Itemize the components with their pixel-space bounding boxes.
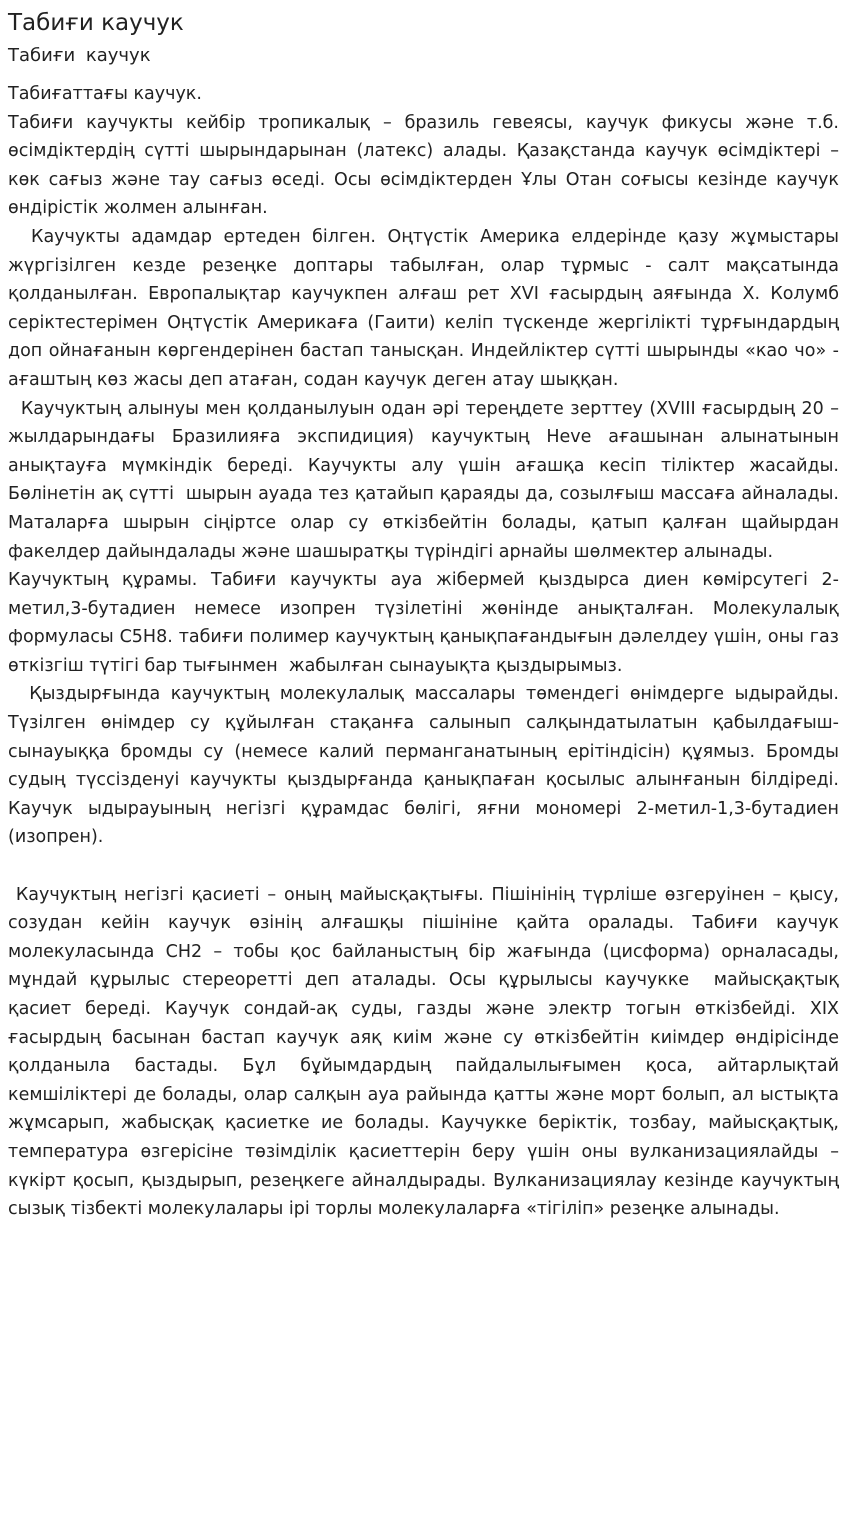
paragraph-sources: Табиғи каучукты кейбір тропикалық – бразиль гевеясы, каучук фикусы және т.б. өсімдіктердің сүтті шырындарынан (латекс) алады. Қазақстанда каучук өсімдіктері – көк сағыз және тау сағыз өседі. Осы өсімдіктерден Ұлы Отан соғысы кезінде каучук өндірістік жолмен алынған. xyxy=(8,112,845,219)
page-subtitle: Табиғи каучук xyxy=(8,45,151,66)
article-body xyxy=(8,80,845,1224)
paragraph-composition: Каучуктың құрамы. Табиғи каучукты ауа жібермей қыздырса диен көмірсутегі 2-метил,3-бутадиен немесе изопрен түзілетіні жөнінде анықталған. Молекулалық формуласы С5Н8. табиғи полимер каучуктың қанықпағандығын дәлелдеу үшін, оны газ өткізгіш түтігі бар тығынмен жабылған сынауықта қыздырымыз. xyxy=(8,570,845,676)
paragraph-history: Каучукты адамдар ертеден білген. Оңтүстік Америка елдерінде қазу жұмыстары жүргізілген кезде резеңке доптары табылған, олар тұрмыс - салт мақсатында қолданылған. Европалықтар каучукпен алғаш рет XVI ғасырдың аяғында Х. Колумб серіктестерімен Оңтүстік Америкаға (Гаити) келіп түскенде жергілікті тұрғындардың доп ойнағанын көргендерінен бастап танысқан. Индейліктер сүтті шырынды «као чо» - ағаштың көз жасы деп атаған, содан каучук деген атау шыққан. xyxy=(8,226,845,390)
paragraph-properties: Каучуктың негізгі қасиеті – оның майысқақтығы. Пішінінің түрліше өзгеруінен – қысу, созудан кейін каучук өзінің алғашқы пішініне қайта оралады. Табиғи каучук молекуласында СН2 – тобы қос байланыстың бір жағында (цисформа) орналасады, мұндай құрылыс стереоретті деп аталады. Осы құрылысы каучукке майысқақтық қасиет береді. Каучук сондай-ақ суды, газды және электр тогын өткізбейді. XIX ғасырдың басынан бастап каучук аяқ киім және су өткізбейтін киімдер өндірісінде қолданыла бастады. Бұл бұйымдардың пайдалылығымен қоса, айтарлықтай кемшіліктері де болады, олар салқын ауа райында қатты және морт болып, ал ыстықта жұмсарып, жабысқақ қасиетке ие болады. Каучукке беріктік, тозбау, майысқақтық, температура өзгерісіне төзімділік қасиеттерін беру үшін оны вулканизациялайды – күкірт қосып, қыздырып, резеңкеге айналдырады. Вулканизациялау кезінде каучуктың сызық тізбекті молекулалары ірі торлы молекулаларға «тігіліп» резеңке алынады. xyxy=(8,884,845,1220)
paragraph-spacer xyxy=(8,852,839,881)
paragraph-decomposition: Қыздырғында каучуктың молекулалық массалары төмендегі өнімдерге ыдырайды. Түзілген өнімдер су құйылған стақанға салынып салқындатылатын қабылдағыш-сынауыққа бромды су (немесе калий перманганатының ерітіндісін) құямыз. Бромды судың түссізденуі каучукты қыздырғанда қанықпаған қосылыс алынғанын білдіреді. Каучук ыдырауының негізгі құрамдас бөлігі, яғни мономері 2-метил-1,3-бутадиен (изопрен). xyxy=(8,684,845,848)
page-title: Табиғи каучук xyxy=(8,10,184,36)
paragraph-research: Каучуктың алынуы мен қолданылуын одан әрі тереңдете зерттеу (XVIII ғасырдың 20 – жылдарындағы Бразилияға экспидиция) каучуктың Heve ағашынан алынатынын анықтауға мүмкіндік береді. Каучукты алу үшін ағашқа кесіп тіліктер жасайды. Бөлінетін ақ сүтті шырын ауада тез қатайып қараяды да, созылғыш массаға айналады. Маталарға шырын сіңіртсе олар су өткізбейтін болады, қатып қалған щайырдан факелдер дайындалады және шашыратқы түріндігі арнайы шөлмектер алынады. xyxy=(8,398,845,562)
paragraph-intro: Табиғаттағы каучук. xyxy=(8,84,202,104)
